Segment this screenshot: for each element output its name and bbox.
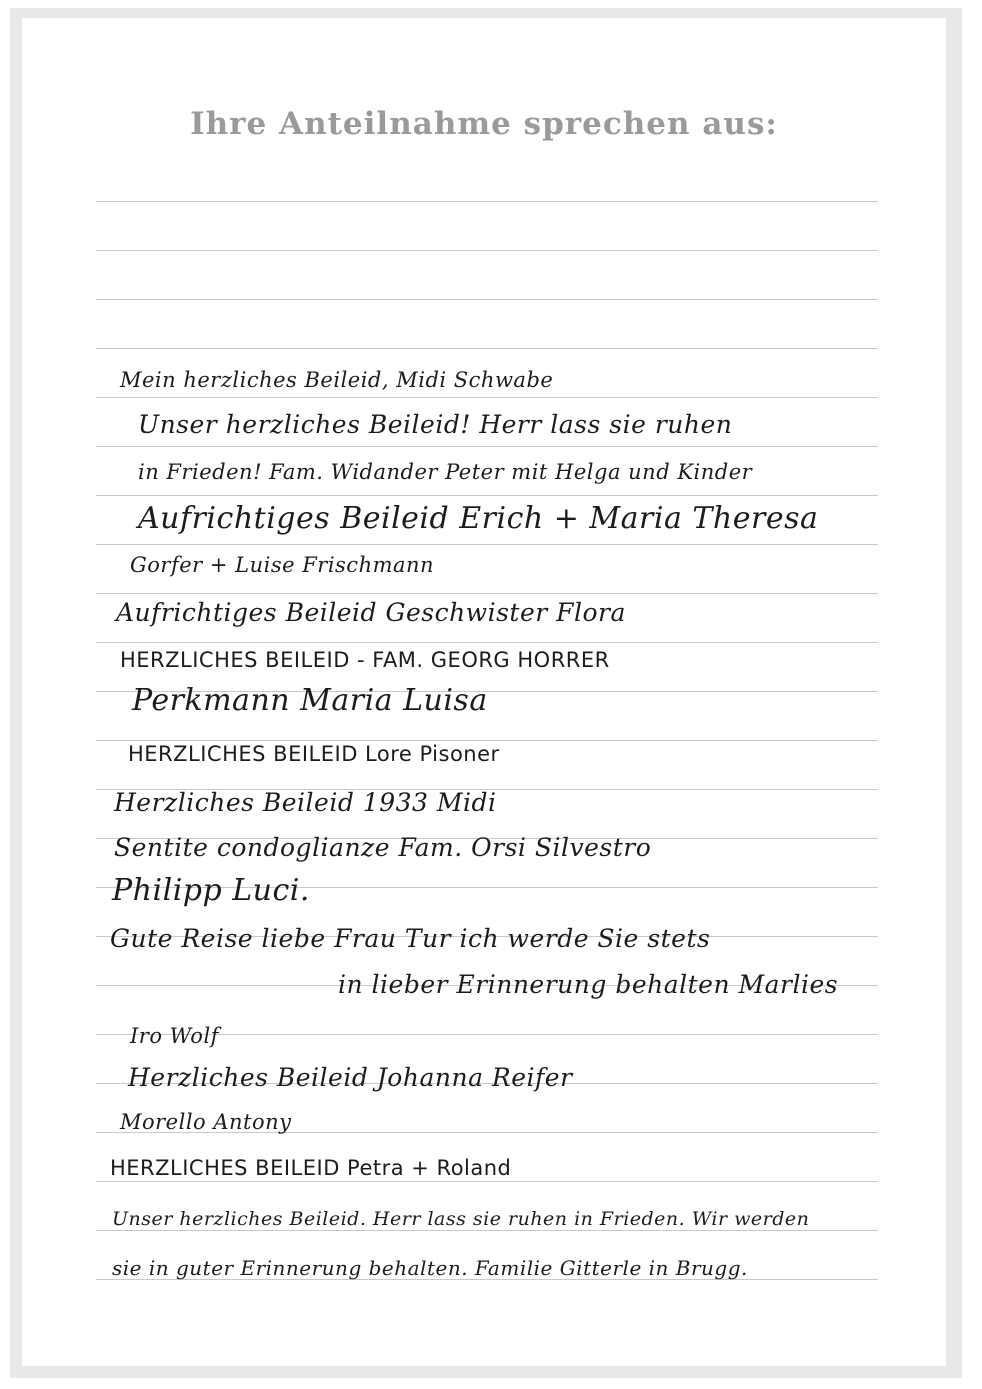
condolence-entry: Unser herzliches Beileid. Herr lass sie ruhen in Frieden. Wir werden (112, 1208, 810, 1230)
condolence-entry: in lieber Erinnerung behalten Marlies (338, 970, 839, 999)
condolence-entry: Herzliches Beileid Johanna Reifer (128, 1063, 573, 1092)
condolence-entry: sie in guter Erinnerung behalten. Familie Gitterle in Brugg. (112, 1256, 748, 1280)
condolence-entry: Perkmann Maria Luisa (132, 683, 488, 718)
condolence-entry: Iro Wolf (130, 1024, 219, 1048)
condolence-entry: Morello Antony (120, 1110, 292, 1134)
condolence-entry: Philipp Luci. (112, 873, 310, 908)
condolence-entry: Herzliches Beileid 1933 Midi (114, 788, 497, 817)
condolence-page (10, 8, 962, 1378)
handwritten-entries (22, 18, 946, 1366)
condolence-entry: HERZLICHES BEILEID - FAM. GEORG HORRER (120, 648, 610, 672)
condolence-entry: Unser herzliches Beileid! Herr lass sie ruhen (138, 410, 733, 439)
condolence-entry: Aufrichtiges Beileid Geschwister Flora (116, 598, 626, 627)
condolence-entry: HERZLICHES BEILEID Petra + Roland (110, 1156, 512, 1180)
condolence-entry: in Frieden! Fam. Widander Peter mit Helga und Kinder (138, 460, 753, 484)
condolence-entry: Gorfer + Luise Frischmann (130, 553, 435, 577)
condolence-sheet (22, 18, 946, 1366)
condolence-entry: Mein herzliches Beileid, Midi Schwabe (120, 368, 554, 392)
condolence-entry: Aufrichtiges Beileid Erich + Maria Theresa (138, 501, 819, 536)
condolence-entry: HERZLICHES BEILEID Lore Pisoner (128, 742, 500, 766)
condolence-entry: Sentite condoglianze Fam. Orsi Silvestro (114, 833, 652, 862)
page-heading: Ihre Anteilnahme sprechen aus: (190, 106, 778, 142)
condolence-entry: Gute Reise liebe Frau Tur ich werde Sie stets (110, 924, 711, 953)
